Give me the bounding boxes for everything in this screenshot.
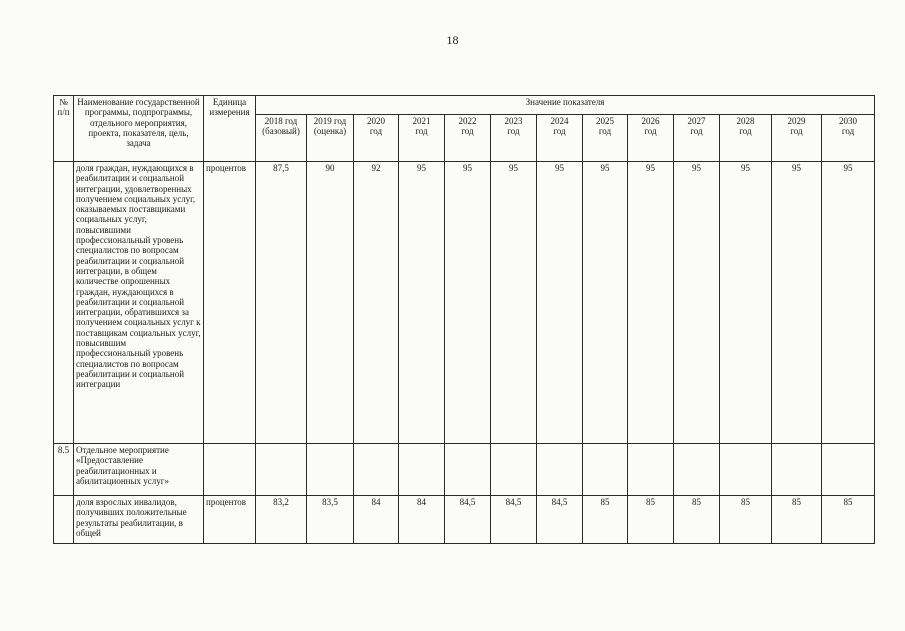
table-row xyxy=(54,444,875,496)
row-value-0: 87,5 xyxy=(256,162,307,444)
row-value-2 xyxy=(354,444,399,496)
row-value-8 xyxy=(628,444,674,496)
row-value-6 xyxy=(537,444,583,496)
indicators-table xyxy=(53,95,875,544)
row-value-0: 83,2 xyxy=(256,496,307,544)
row-value-12: 85 xyxy=(822,496,875,544)
header-year-6 xyxy=(537,115,583,162)
row-value-10: 95 xyxy=(720,162,772,444)
header-year-label: 2024 xyxy=(550,116,569,126)
header-year-label: 2026 xyxy=(641,116,660,126)
header-year-3 xyxy=(399,115,445,162)
header-year-note: год xyxy=(461,126,474,137)
header-no: № п/п xyxy=(54,96,74,162)
header-year-note: год xyxy=(507,126,520,137)
header-year-12 xyxy=(822,115,875,162)
row-value-11: 85 xyxy=(772,496,822,544)
row-value-5: 95 xyxy=(491,162,537,444)
row-value-9: 85 xyxy=(674,496,720,544)
header-row-1 xyxy=(54,96,875,115)
row-value-8: 95 xyxy=(628,162,674,444)
header-year-label: 2028 xyxy=(736,116,755,126)
row-value-1: 83,5 xyxy=(307,496,354,544)
header-year-label: 2027 xyxy=(687,116,706,126)
header-year-0 xyxy=(256,115,307,162)
header-year-4 xyxy=(445,115,491,162)
header-year-label: 2020 xyxy=(367,116,385,126)
header-year-note: год xyxy=(598,126,612,137)
row-value-7: 85 xyxy=(583,496,628,544)
header-year-note: год xyxy=(790,126,803,137)
row-value-12 xyxy=(822,444,875,496)
header-year-9 xyxy=(674,115,720,162)
header-value-group: Значение показателя xyxy=(256,96,875,115)
header-year-label: 2029 xyxy=(787,116,806,126)
row-number xyxy=(54,162,74,444)
row-value-1 xyxy=(307,444,354,496)
header-year-label: 2030 xyxy=(839,116,858,126)
header-year-7 xyxy=(583,115,628,162)
header-unit: Единица измерения xyxy=(204,96,256,162)
header-year-2 xyxy=(354,115,399,162)
header-year-note: год xyxy=(739,126,752,137)
row-value-1: 90 xyxy=(307,162,354,444)
row-value-4: 84,5 xyxy=(445,496,491,544)
row-value-10 xyxy=(720,444,772,496)
row-name: Отдельное мероприятие «Предоставление реабилитационных и абилитационных услуг» xyxy=(74,444,204,496)
row-number: 8.5 xyxy=(54,444,74,496)
row-unit: процентов xyxy=(204,162,256,444)
row-value-3: 84 xyxy=(399,496,445,544)
table-body xyxy=(54,162,875,544)
header-year-11 xyxy=(772,115,822,162)
header-year-label: 2018 год xyxy=(264,116,298,126)
row-value-10: 85 xyxy=(720,496,772,544)
row-unit xyxy=(204,444,256,496)
header-year-note: год xyxy=(369,126,383,137)
row-unit: процентов xyxy=(204,496,256,544)
header-year-note: год xyxy=(644,126,657,137)
header-year-label: 2021 xyxy=(412,116,431,126)
header-year-5 xyxy=(491,115,537,162)
header-year-label: 2019 год xyxy=(313,116,347,126)
header-year-note: год xyxy=(415,126,428,137)
row-value-7 xyxy=(583,444,628,496)
row-name: доля граждан, нуждающихся в реабилитации и социальной интеграции, удовлетворенных получением социальных услуг, оказываемых поставщиками социальных услуг, повысившими профессиональный уровень специалистов по вопросам реабилитации и социальной интеграции, в общем количестве опрошенных граждан, нуждающихся в реабилитации и социальной интеграции, обратившихся за получением социальных услуг к поставщикам социальных услуг, повысившим профессиональный уровень специалистов по вопросам реабилитации и социальной интеграции xyxy=(74,162,204,444)
header-name: Наименование государственной программы, подпрограммы, отдельного мероприятия, проекта, показателя, цель, задача xyxy=(74,96,204,162)
header-year-note: год xyxy=(553,126,566,137)
row-value-11 xyxy=(772,444,822,496)
row-value-6: 95 xyxy=(537,162,583,444)
row-value-5 xyxy=(491,444,537,496)
row-value-9 xyxy=(674,444,720,496)
table-row xyxy=(54,162,875,444)
header-year-8 xyxy=(628,115,674,162)
row-value-12: 95 xyxy=(822,162,875,444)
header-year-note: год xyxy=(841,126,855,137)
row-number xyxy=(54,496,74,544)
row-value-11: 95 xyxy=(772,162,822,444)
row-value-4: 95 xyxy=(445,162,491,444)
row-value-5: 84,5 xyxy=(491,496,537,544)
row-value-2: 92 xyxy=(354,162,399,444)
header-year-label: 2025 xyxy=(596,116,614,126)
row-name: доля взрослых инвалидов, получивших положительные результаты реабилитации, в общей xyxy=(74,496,204,544)
header-year-note: (оценка) xyxy=(313,126,347,137)
header-year-1 xyxy=(307,115,354,162)
page-number: 18 xyxy=(446,33,459,47)
header-year-label: 2023 xyxy=(504,116,523,126)
row-value-3 xyxy=(399,444,445,496)
header-year-note: (базовый) xyxy=(262,126,300,137)
table-row xyxy=(54,496,875,544)
row-value-0 xyxy=(256,444,307,496)
header-year-10 xyxy=(720,115,772,162)
row-value-2: 84 xyxy=(354,496,399,544)
row-value-6: 84,5 xyxy=(537,496,583,544)
row-value-9: 95 xyxy=(674,162,720,444)
row-value-8: 85 xyxy=(628,496,674,544)
row-value-3: 95 xyxy=(399,162,445,444)
row-value-4 xyxy=(445,444,491,496)
header-year-label: 2022 xyxy=(458,116,477,126)
header-year-note: год xyxy=(690,126,703,137)
row-value-7: 95 xyxy=(583,162,628,444)
